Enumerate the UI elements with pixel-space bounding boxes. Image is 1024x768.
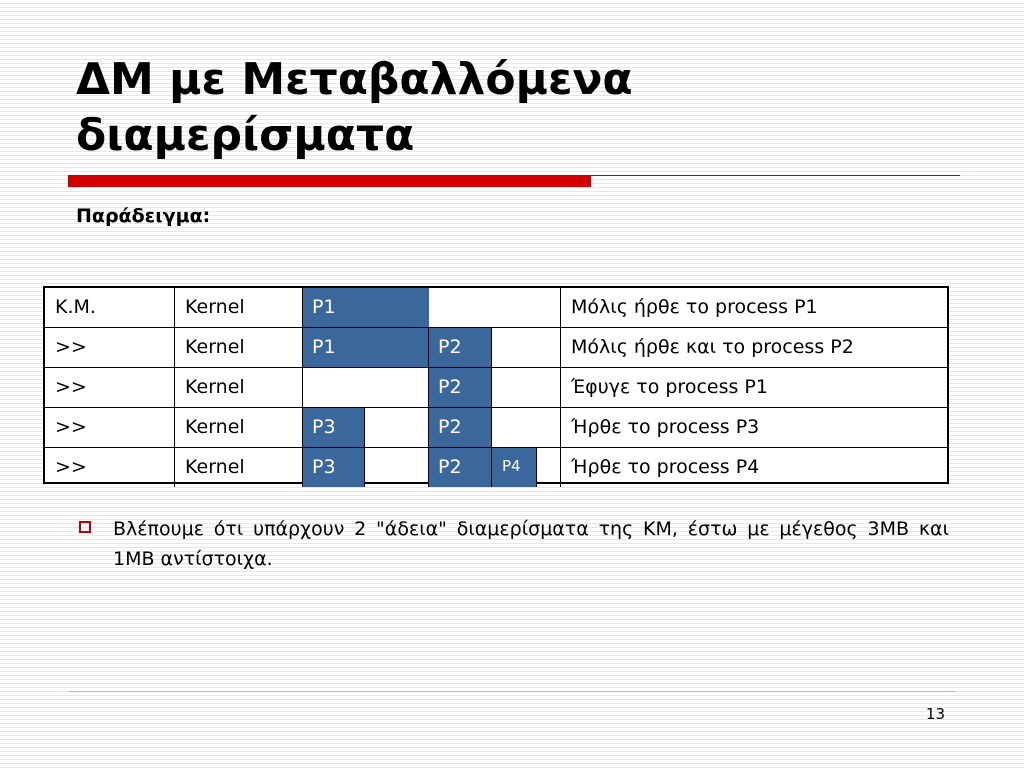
slide-title: ΔΜ με Μεταβαλλόμενα διαμερίσματα	[76, 54, 633, 161]
footer-rule	[68, 691, 956, 692]
table-row	[45, 448, 947, 487]
km-cell: >>	[45, 328, 175, 367]
table-row	[45, 368, 947, 408]
table-row	[45, 408, 947, 448]
kernel-cell: Kernel	[175, 448, 303, 487]
empty-block	[365, 408, 429, 447]
process-block-p3: P3	[303, 448, 365, 487]
description-cell: Ήρθε το process P4	[571, 456, 760, 478]
process-block-p1: P1	[303, 328, 429, 367]
title-rule-thick	[68, 175, 591, 187]
km-cell: >>	[45, 368, 175, 407]
km-cell: >>	[45, 448, 175, 487]
description-cell: Μόλις ήρθε και το process P2	[571, 336, 854, 358]
process-block-p2: P2	[429, 368, 492, 407]
kernel-cell: Kernel	[175, 368, 303, 407]
memory-cell	[303, 328, 561, 367]
empty-block	[303, 368, 429, 407]
process-block-p2: P2	[429, 408, 492, 447]
table-row	[45, 328, 947, 368]
process-block-p4: P4	[492, 448, 537, 487]
example-label: Παράδειγμα:	[76, 205, 211, 227]
km-cell: K.M.	[45, 288, 175, 327]
square-bullet-icon	[79, 521, 91, 533]
process-block-p2: P2	[429, 328, 492, 367]
description-cell: Μόλις ήρθε το process P1	[571, 296, 818, 318]
process-block-p1: P1	[303, 288, 429, 327]
memory-cell	[303, 288, 561, 327]
table-row	[45, 288, 947, 328]
process-block-p2: P2	[429, 448, 492, 487]
page-number: 13	[925, 705, 945, 723]
empty-block	[365, 448, 429, 487]
memory-cell	[303, 448, 561, 487]
memory-cell	[303, 408, 561, 447]
process-block-p3: P3	[303, 408, 365, 447]
description-cell: Ήρθε το process P3	[571, 416, 760, 438]
memory-cell	[303, 368, 561, 407]
memory-table	[43, 286, 949, 484]
kernel-cell: Kernel	[175, 328, 303, 367]
description-cell: Έφυγε το process P1	[571, 376, 768, 398]
kernel-cell: Kernel	[175, 288, 303, 327]
bullet-text: Βλέπουμε ότι υπάρχουν 2 "άδεια" διαμερίσματα της ΚΜ, έστω με μέγεθος 3MB και 1MB αντίστοιχα.	[113, 518, 949, 570]
kernel-cell: Kernel	[175, 408, 303, 447]
km-cell: >>	[45, 408, 175, 447]
